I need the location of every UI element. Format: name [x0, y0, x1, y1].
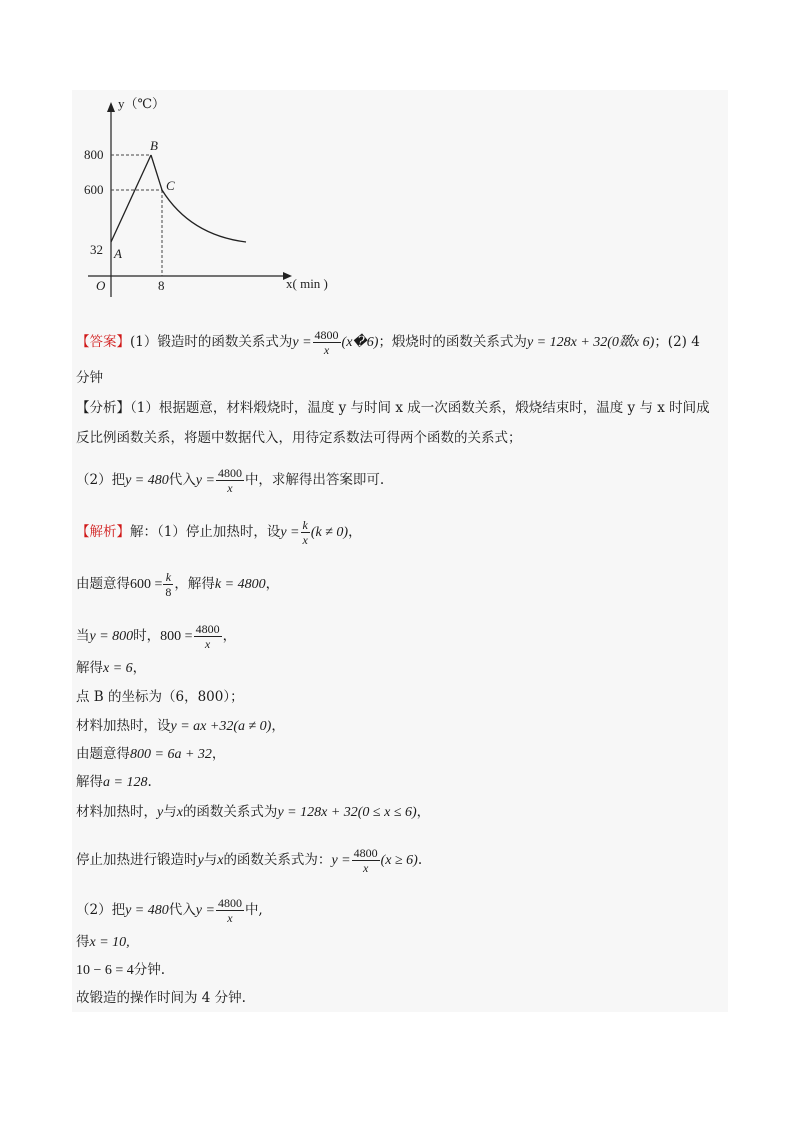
origin-label: O: [96, 278, 106, 293]
solution-line-7: 由题意得800 = 6a + 32，: [76, 746, 226, 762]
solution-line-4: 解得x = 6，: [76, 660, 147, 676]
point-label-c: C: [166, 178, 175, 193]
solution-line-11: （2）把y = 480代入y = $\frac{4800}{x}$ 中,: [76, 896, 263, 925]
solution-line-1: 【解析】解：（1）停止加热时，设y = $\frac{k}{x}$ (k ≠ 0)，: [76, 518, 362, 547]
y-tick-600: 600: [84, 182, 104, 197]
segment-ab: [111, 155, 151, 242]
solution-line-5: 点 B 的坐标为（6，800）；: [76, 689, 244, 705]
analysis-tag: 【分析】: [76, 400, 130, 416]
curve-bc: [151, 155, 246, 242]
answer-line-1: 【答案】(1）锻造时的函数关系式为y = $\frac{4800}{x}$ (x�6)；煅烧时的函数关系式为y = 128x + 32(0敪x 6)；(2) 4: [76, 328, 700, 357]
temperature-time-graph: [78, 92, 348, 302]
x-axis-label: x( min ): [286, 276, 328, 291]
solution-line-10: 停止加热进行锻造时y与x的函数关系式为：y = $\frac{4800}{x}$ (x ≥ 6).: [76, 846, 423, 875]
y-axis-arrow: [107, 102, 115, 112]
answer-line-2: 分钟: [76, 370, 103, 386]
solution-line-8: 解得a = 128.: [76, 774, 152, 790]
solution-tag: 【解析】: [76, 524, 130, 540]
y-axis-label: y（℃）: [118, 96, 166, 111]
point-label-a: A: [114, 246, 122, 261]
solution-line-9: 材料加热时，y与x的函数关系式为y = 128x + 32(0 ≤ x ≤ 6)，: [76, 804, 431, 820]
solution-line-6: 材料加热时，设y = ax +32(a ≠ 0)，: [76, 718, 285, 734]
point-label-b: B: [150, 138, 158, 153]
solution-line-14: 故锻造的操作时间为 4 分钟.: [76, 990, 246, 1006]
analysis-line-1: 【分析】（1）根据题意，材料煅烧时，温度 y 与时间 x 成一次函数关系，煅烧结束时，温度 y 与 x 时间成: [76, 400, 710, 416]
solution-line-2: 由题意得600 = $\frac{k}{8}$ ，解得k = 4800，: [76, 570, 280, 599]
analysis-line-3: （2）把y = 480代入y = $\frac{4800}{x}$ 中，求解得出答案即可.: [76, 466, 385, 495]
y-tick-800: 800: [84, 147, 104, 162]
answer-tag: 【答案】: [76, 334, 130, 350]
solution-line-13: 10 − 6 = 4分钟.: [76, 962, 166, 978]
solution-line-12: 得x = 10,: [76, 934, 130, 950]
solution-line-3: 当y = 800时，800 = $\frac{4800}{x}$ ，: [76, 622, 237, 651]
fraction: $\frac{4800}{x}$: [314, 328, 339, 357]
x-tick-8: 8: [158, 278, 165, 293]
analysis-line-2: 反比例函数关系，将题中数据代入，用待定系数法可得两个函数的关系式；: [76, 430, 522, 446]
y-tick-32: 32: [90, 242, 103, 257]
